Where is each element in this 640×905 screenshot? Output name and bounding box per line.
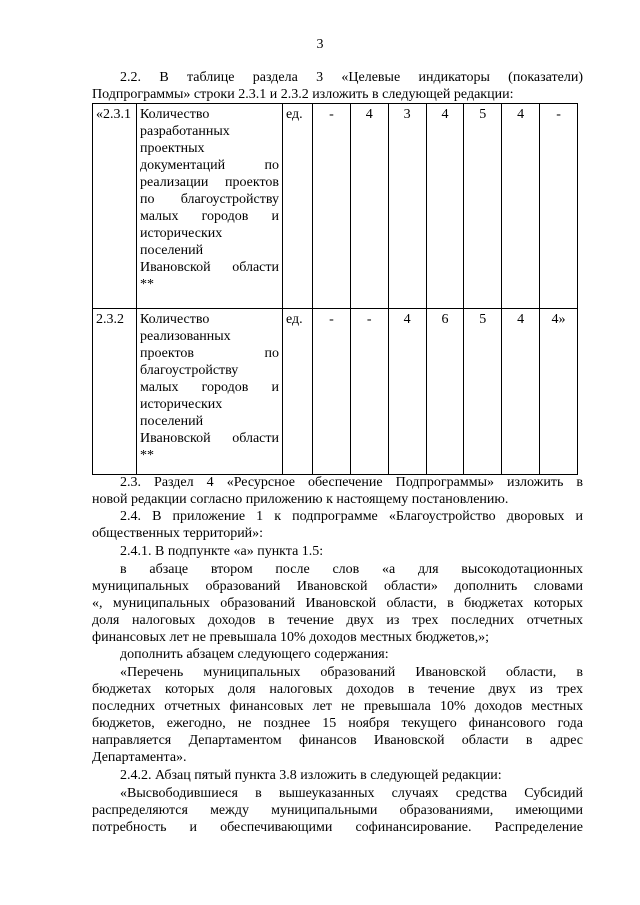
- para-2-4-1-a-line-4: доля налоговых доходов в течение двух из трех последних отчетных: [92, 613, 583, 628]
- para-2-4-1-c-line-4: бюджетов, ежегодно, не позднее 15 ноября текущего финансового года: [92, 716, 583, 731]
- para-2-4-1-a-line-1: в абзаце втором после слов «а для высокодотационных: [120, 562, 583, 577]
- para-2-4-1-c-line-3: последних отчетных финансовых лет не превышала 10% доходов местных: [92, 699, 583, 714]
- value-cell: 4: [350, 104, 388, 309]
- intro-line-2: Подпрограммы» строки 2.3.1 и 2.3.2 изложить в следующей редакции:: [92, 87, 514, 102]
- para-2-4-2-a-line-1: «Высвободившиеся в вышеуказанных случаях средства Субсидий: [120, 786, 583, 801]
- para-2-4-line-2: общественных территорий»:: [92, 526, 264, 541]
- indicator-name-line: реализованных: [140, 329, 231, 344]
- value-cell: -: [540, 104, 578, 309]
- indicator-name-line: реализации проектов: [140, 175, 279, 190]
- value-cell: -: [313, 104, 351, 309]
- indicator-name-line: малых городов и: [140, 209, 279, 224]
- indicator-name-line: поселений: [140, 243, 204, 258]
- para-2-4-1-a-line-3: «, муниципальных образований Ивановской области, в бюджетах которых: [92, 596, 583, 611]
- table-row: [93, 309, 578, 475]
- value-cell: 5: [464, 104, 502, 309]
- intro-line-1: 2.2. В таблице раздела 3 «Целевые индикаторы (показатели): [120, 70, 583, 85]
- value-cell: 5: [464, 309, 502, 475]
- para-2-4-1-b: дополнить абзацем следующего содержания:: [120, 647, 389, 662]
- indicator-name-line: исторических: [140, 226, 223, 241]
- indicator-name-line: Ивановской области: [140, 431, 279, 446]
- indicator-name-line: малых городов и: [140, 380, 279, 395]
- para-2-4-1-c-line-2: бюджетах которых доля налоговых доходов в течение двух из трех: [92, 682, 583, 697]
- para-2-4-1-a-line-2: муниципальных образований Ивановской области» дополнить словами: [92, 579, 583, 594]
- value-cell: -: [350, 309, 388, 475]
- value-cell: 4»: [540, 309, 578, 475]
- indicator-name-line: **: [140, 448, 154, 463]
- value-cell: 4: [388, 309, 426, 475]
- indicator-name-line: по благоустройству: [140, 192, 279, 207]
- value-cell: 4: [502, 309, 540, 475]
- value-cell: 4: [426, 104, 464, 309]
- indicator-name-line: проектных: [140, 141, 205, 156]
- para-2-4-2: 2.4.2. Абзац пятый пункта 3.8 изложить в следующей редакции:: [120, 768, 502, 783]
- indicator-name-line: Ивановской области: [140, 260, 279, 275]
- unit-cell: ед.: [283, 104, 313, 309]
- value-cell: 4: [502, 104, 540, 309]
- para-2-4-2-a-line-3: потребность и обеспечивающими софинансирование. Распределение: [92, 820, 583, 835]
- para-2-4-1-c-line-1: «Перечень муниципальных образований Ивановской области, в: [120, 665, 583, 680]
- para-2-4-1-a-line-5: финансовых лет не превышала 10% доходов местных бюджетов,»;: [92, 630, 490, 645]
- row-number: «2.3.1: [93, 104, 137, 309]
- indicator-name-line: документаций по: [140, 158, 279, 173]
- para-2-3-line-1: 2.3. Раздел 4 «Ресурсное обеспечение Подпрограммы» изложить в: [120, 475, 583, 490]
- para-2-4-1: 2.4.1. В подпункте «а» пункта 1.5:: [120, 544, 324, 559]
- para-2-4-1-c-line-5: направляется Департаментом финансов Ивановской области в адрес: [92, 733, 583, 748]
- page-number: 3: [316, 37, 324, 52]
- indicator-name: [137, 104, 283, 309]
- para-2-4-1-c-line-6: Департамента».: [92, 750, 187, 765]
- para-2-4-2-a-line-2: распределяются между муниципальными образованиями, имеющими: [92, 803, 583, 818]
- unit-cell: ед.: [283, 309, 313, 475]
- indicator-name-line: **: [140, 277, 154, 292]
- row-number: 2.3.2: [93, 309, 137, 475]
- indicator-name-line: Количество: [140, 312, 210, 327]
- para-2-4-line-1: 2.4. В приложение 1 к подпрограмме «Благоустройство дворовых и: [120, 509, 583, 524]
- indicator-name-line: разработанных: [140, 124, 230, 139]
- table-row: [93, 104, 578, 309]
- indicator-name-line: проектов по: [140, 346, 279, 361]
- indicator-name-line: исторических: [140, 397, 223, 412]
- indicator-name: [137, 309, 283, 475]
- value-cell: 6: [426, 309, 464, 475]
- indicators-table: [92, 103, 578, 475]
- value-cell: -: [313, 309, 351, 475]
- indicator-name-line: поселений: [140, 414, 204, 429]
- para-2-3-line-2: новой редакции согласно приложению к настоящему постановлению.: [92, 492, 509, 507]
- indicator-name-line: Количество: [140, 107, 210, 122]
- indicator-name-line: благоустройству: [140, 363, 239, 378]
- value-cell: 3: [388, 104, 426, 309]
